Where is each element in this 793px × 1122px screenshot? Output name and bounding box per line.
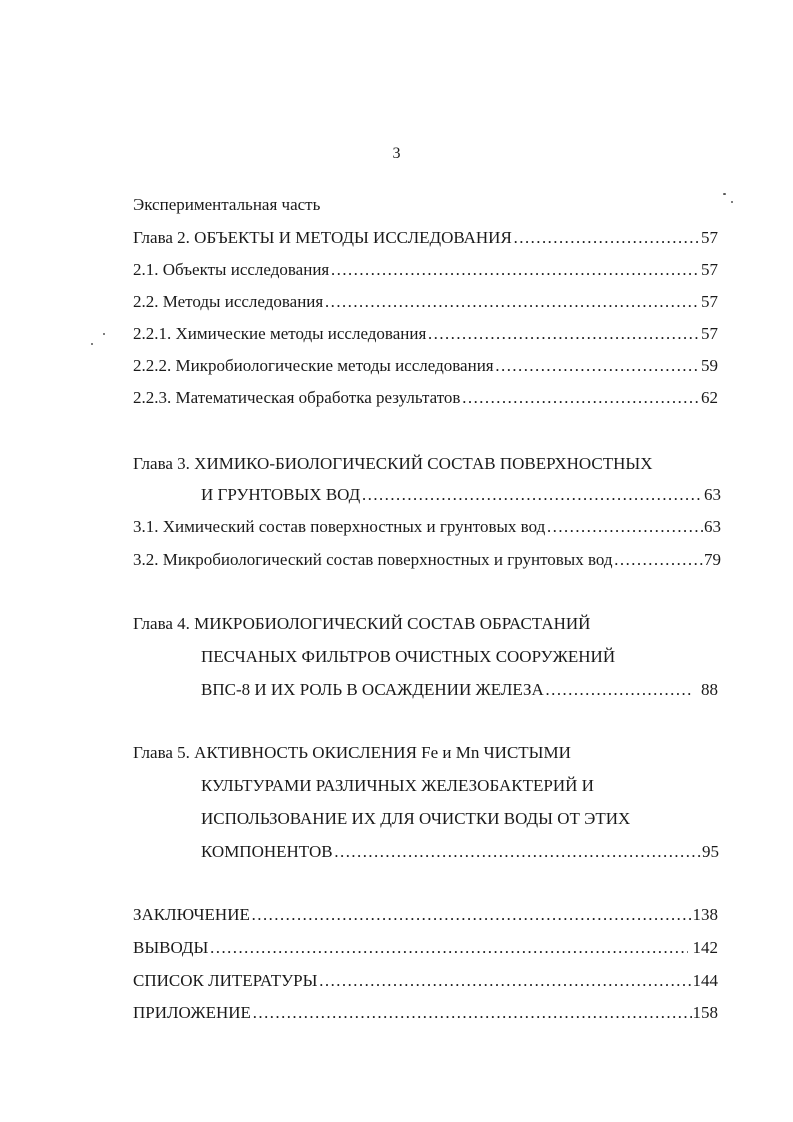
- toc-chapter-2: [133, 227, 718, 249]
- toc-chapter-4-title-cont: ВПС-8 И ИХ РОЛЬ В ОСАЖДЕНИИ ЖЕЛЕЗА: [201, 680, 544, 699]
- toc-item-page: 138: [692, 905, 718, 924]
- toc-item-label: 2.2.2. Микробиологические методы исследования: [133, 356, 494, 375]
- toc-chapter-4-title-cont: ПЕСЧАНЫХ ФИЛЬТРОВ ОЧИСТНЫХ СООРУЖЕНИЙ: [201, 647, 616, 666]
- toc-item-page: 142: [692, 938, 718, 957]
- toc-item-page: 57: [701, 260, 718, 279]
- dot-leader: [209, 937, 687, 959]
- dot-leader: [545, 679, 693, 701]
- toc-item-label: 2.2. Методы исследования: [133, 292, 324, 311]
- toc-item: [133, 355, 718, 377]
- toc-item-label: 3.2. Микробиологический состав поверхностных и грунтовых вод: [133, 550, 613, 569]
- dot-leader: [495, 355, 700, 377]
- dot-leader: [614, 549, 703, 571]
- toc-chapter-5-title-cont: КУЛЬТУРАМИ РАЗЛИЧНЫХ ЖЕЛЕЗОБАКТЕРИЙ И: [201, 776, 594, 795]
- dot-leader: [461, 387, 700, 409]
- toc-chapter-3: [201, 484, 721, 506]
- toc-chapter-5: [201, 841, 719, 863]
- scan-speck: [91, 343, 93, 345]
- toc-item-page: 158: [692, 1003, 718, 1022]
- toc-chapter-5-title-cont: КОМПОНЕНТОВ: [201, 842, 333, 861]
- toc-item-page: 62: [701, 388, 718, 407]
- dot-leader: [361, 484, 703, 506]
- toc-chapter-4: [201, 679, 718, 701]
- dot-leader: [330, 259, 700, 281]
- toc-back-matter-item: [133, 970, 718, 992]
- toc-item-page: 59: [701, 356, 718, 375]
- toc-chapter-4-title: Глава 4. МИКРОБИОЛОГИЧЕСКИЙ СОСТАВ ОБРАСТАНИЙ: [133, 614, 591, 633]
- toc-back-matter-item: [133, 937, 718, 959]
- toc-chapter-3-title-cont: И ГРУНТОВЫХ ВОД: [201, 485, 361, 504]
- toc-item: [133, 516, 721, 538]
- toc-item-label: СПИСОК ЛИТЕРАТУРЫ: [133, 971, 318, 990]
- toc-item: [133, 387, 718, 409]
- toc-item-label: 2.2.3. Математическая обработка результатов: [133, 388, 461, 407]
- toc-item-page: 57: [701, 324, 718, 343]
- dot-leader: [427, 323, 700, 345]
- toc-item-page: 63: [704, 517, 721, 536]
- toc-item-label: 2.1. Объекты исследования: [133, 260, 330, 279]
- toc-item: [133, 323, 718, 345]
- toc-item-label: 3.1. Химический состав поверхностных и грунтовых вод: [133, 517, 546, 536]
- toc-item-label: 2.2.1. Химические методы исследования: [133, 324, 427, 343]
- dot-leader: [513, 227, 700, 249]
- scan-speck: [103, 333, 105, 335]
- toc-item-page: 57: [701, 292, 718, 311]
- toc-chapter-3-page: 63: [704, 485, 721, 504]
- toc-item: [133, 259, 718, 281]
- toc-back-matter-item: [133, 904, 718, 926]
- toc-item-label: ПРИЛОЖЕНИЕ: [133, 1003, 251, 1022]
- toc-back-matter-item: [133, 1002, 718, 1024]
- toc-chapter-5-title: Глава 5. АКТИВНОСТЬ ОКИСЛЕНИЯ Fe и Mn ЧИСТЫМИ: [133, 743, 571, 762]
- toc-item: [133, 549, 721, 571]
- toc-chapter-2-page: 57: [701, 228, 718, 247]
- dot-leader: [324, 291, 700, 313]
- toc-chapter-5-title-cont: ИСПОЛЬЗОВАНИЕ ИХ ДЛЯ ОЧИСТКИ ВОДЫ ОТ ЭТИХ: [201, 809, 631, 828]
- toc-item: [133, 291, 718, 313]
- toc-item-page: 79: [704, 550, 721, 569]
- dot-leader: [334, 841, 701, 863]
- scan-speck: [731, 201, 733, 203]
- toc-item-label: ЗАКЛЮЧЕНИЕ: [133, 905, 250, 924]
- toc-item-label: ВЫВОДЫ: [133, 938, 209, 957]
- page-number: 3: [392, 145, 401, 162]
- toc-chapter-2-title: Глава 2. ОБЪЕКТЫ И МЕТОДЫ ИССЛЕДОВАНИЯ: [133, 228, 512, 247]
- dot-leader: [251, 904, 692, 926]
- dot-leader: [252, 1002, 692, 1024]
- dot-leader: [318, 970, 691, 992]
- scan-speck: [723, 193, 726, 195]
- dot-leader: [546, 516, 703, 538]
- toc-chapter-4-page: 88: [701, 680, 718, 699]
- toc-chapter-3-title: Глава 3. ХИМИКО-БИОЛОГИЧЕСКИЙ СОСТАВ ПОВЕРХНОСТНЫХ: [133, 454, 653, 473]
- section-heading: Экспериментальная часть: [133, 195, 321, 214]
- toc-chapter-5-page: 95: [702, 842, 719, 861]
- toc-item-page: 144: [692, 971, 718, 990]
